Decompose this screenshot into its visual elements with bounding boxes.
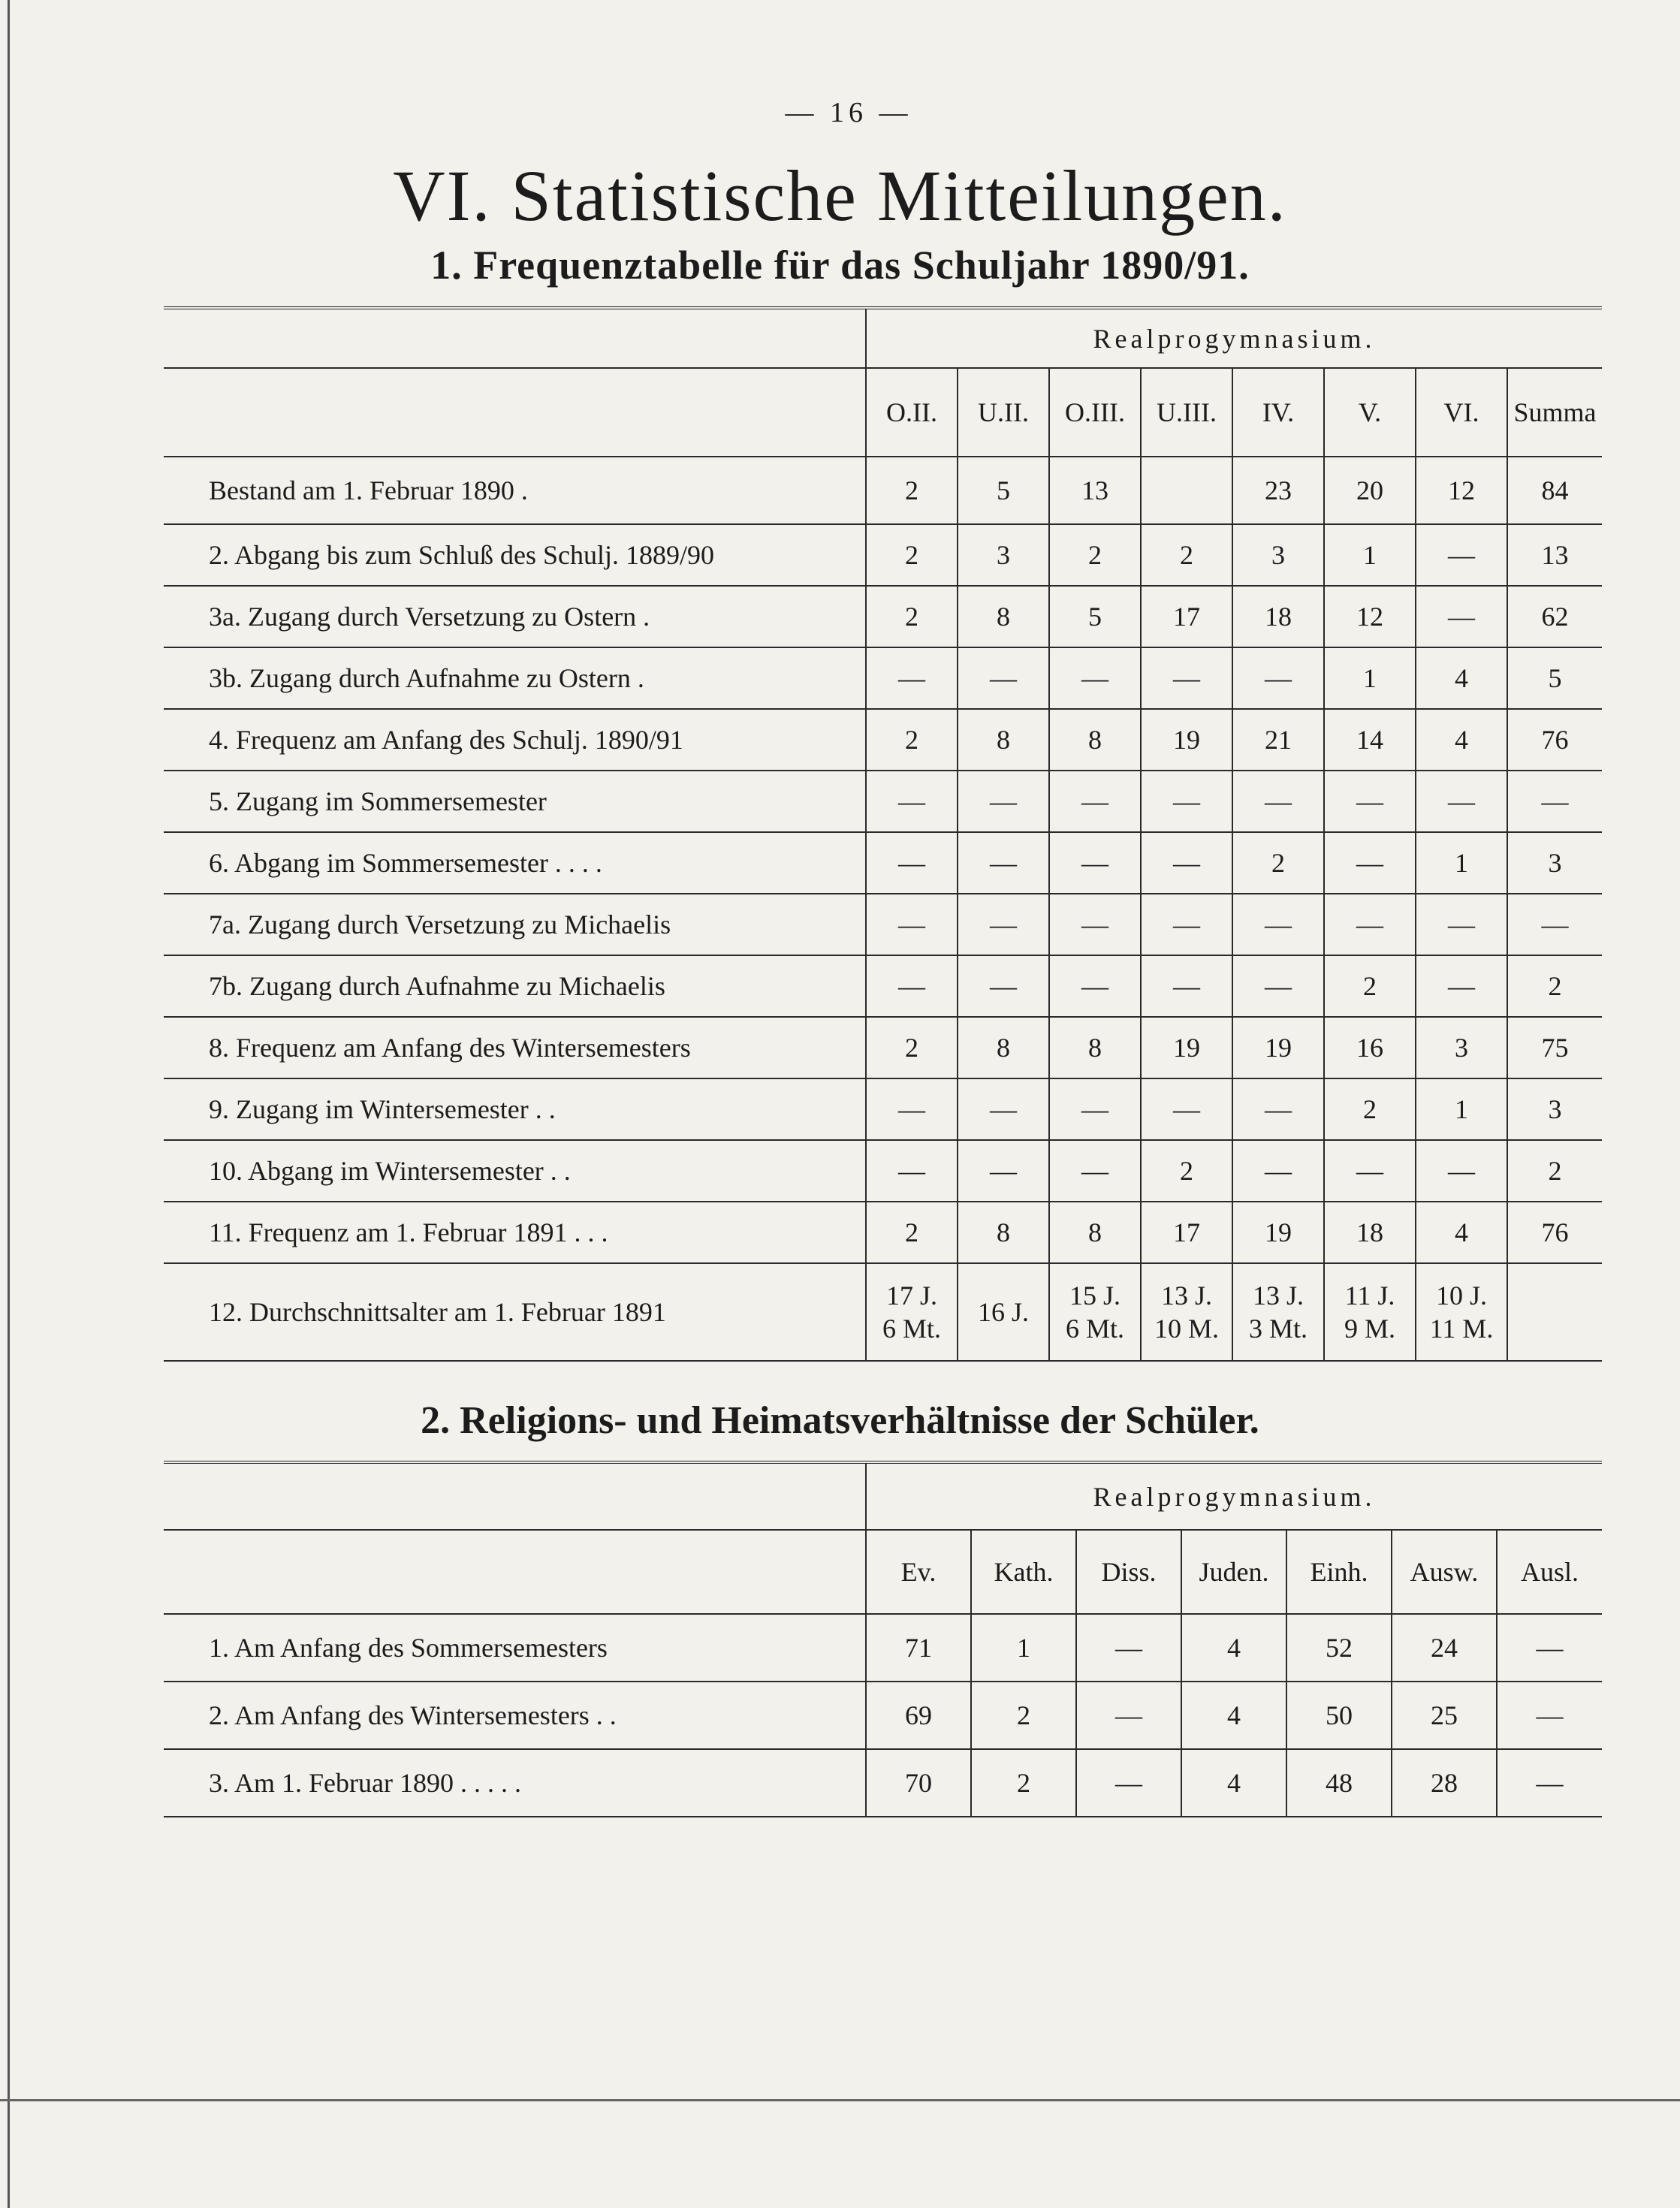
table-cell: — — [866, 1140, 958, 1202]
table-cell: 21 — [1232, 709, 1324, 771]
table-cell: 2 — [866, 709, 958, 771]
table-cell: 8 — [958, 1017, 1049, 1078]
table-cell: 2 — [866, 586, 958, 647]
table-cell: 3 — [1232, 524, 1324, 586]
table-cell: 18 — [1232, 586, 1324, 647]
table-row — [164, 1078, 1602, 1140]
rel-table-body — [164, 1614, 1602, 1817]
table-cell: — — [958, 647, 1049, 709]
table-cell: — — [866, 771, 958, 832]
table-cell: — — [958, 894, 1049, 955]
table-cell: — — [1049, 832, 1141, 894]
section-1-title: 1. Frequenztabelle für das Schuljahr 1890/91. — [430, 243, 1250, 288]
row-label: 10. Abgang im Wintersemester . . — [164, 1140, 866, 1202]
table-cell: — — [1049, 647, 1141, 709]
rel-col-header: Ausw. — [1392, 1530, 1497, 1614]
table-cell: 71 — [866, 1614, 971, 1682]
table-cell: 17 J. 6 Mt. — [866, 1263, 958, 1361]
table-cell: 2 — [1232, 832, 1324, 894]
table-cell: — — [1141, 771, 1232, 832]
table-cell: — — [866, 955, 958, 1017]
table-cell: 70 — [866, 1749, 971, 1817]
table-cell: 1 — [1416, 832, 1507, 894]
table-cell: 2 — [1141, 1140, 1232, 1202]
row-label: 2. Abgang bis zum Schluß des Schulj. 1889/90 — [164, 524, 866, 586]
table-cell: — — [1232, 1078, 1324, 1140]
table-cell: 2 — [1324, 1078, 1416, 1140]
table-cell: 2 — [1049, 524, 1141, 586]
table-cell: 4 — [1416, 709, 1507, 771]
table-cell: 52 — [1286, 1614, 1392, 1682]
row-label: 3. Am 1. Februar 1890 . . . . . — [164, 1749, 866, 1817]
table-cell: — — [1497, 1682, 1602, 1749]
table-cell: — — [1416, 771, 1507, 832]
table-row — [164, 894, 1602, 955]
table-cell: — — [1076, 1749, 1181, 1817]
rel-col-header: Ausl. — [1497, 1530, 1602, 1614]
table-cell: 2 — [1141, 524, 1232, 586]
freq-col-header: O.III. — [1049, 368, 1141, 457]
table-cell: 14 — [1324, 709, 1416, 771]
table-cell: 1 — [1416, 1078, 1507, 1140]
table-cell: — — [1507, 894, 1602, 955]
table-cell: — — [1141, 832, 1232, 894]
table-cell: — — [1076, 1682, 1181, 1749]
freq-col-header: Summa — [1507, 368, 1602, 457]
table-cell: 1 — [1324, 524, 1416, 586]
table-cell: 5 — [1507, 647, 1602, 709]
freq-col-header: U.III. — [1141, 368, 1232, 457]
table-cell: — — [1049, 1140, 1141, 1202]
table-cell: — — [1049, 771, 1141, 832]
table-row — [164, 1263, 1602, 1361]
table-cell: 75 — [1507, 1017, 1602, 1078]
table-cell: — — [1416, 1140, 1507, 1202]
table-cell: 3 — [1507, 1078, 1602, 1140]
table-cell — [1507, 1263, 1602, 1361]
table-cell: 2 — [866, 524, 958, 586]
freq-col-header: VI. — [1416, 368, 1507, 457]
table-cell: 5 — [958, 457, 1049, 524]
table-cell: — — [1324, 832, 1416, 894]
table-cell: 13 — [1049, 457, 1141, 524]
table-cell: 76 — [1507, 709, 1602, 771]
table-cell: 19 — [1141, 1017, 1232, 1078]
freq-col-header: O.II. — [866, 368, 958, 457]
table-cell: — — [1232, 647, 1324, 709]
table-cell: 8 — [1049, 1017, 1141, 1078]
row-label: 8. Frequenz am Anfang des Wintersemesters — [164, 1017, 866, 1078]
table-cell: — — [1232, 894, 1324, 955]
table-cell: 17 — [1141, 586, 1232, 647]
row-label: 9. Zugang im Wintersemester . . — [164, 1078, 866, 1140]
row-label: 12. Durchschnittsalter am 1. Februar 1891 — [164, 1263, 866, 1361]
table-cell: — — [958, 1140, 1049, 1202]
table-row — [164, 524, 1602, 586]
rel-col-header: Einh. — [1286, 1530, 1392, 1614]
table-cell: 4 — [1416, 647, 1507, 709]
rel-col-header: Ev. — [866, 1530, 971, 1614]
table-cell: 3 — [1507, 832, 1602, 894]
freq-header-blank-2 — [164, 368, 866, 457]
table-row — [164, 1202, 1602, 1263]
table-cell: 8 — [958, 709, 1049, 771]
freq-table-body — [164, 457, 1602, 1361]
table-cell: — — [1049, 1078, 1141, 1140]
table-cell: 23 — [1232, 457, 1324, 524]
table-cell: 84 — [1507, 457, 1602, 524]
religion-table — [164, 1461, 1602, 1817]
table-cell: — — [1232, 1140, 1324, 1202]
table-cell: — — [1141, 647, 1232, 709]
rel-col-header: Diss. — [1076, 1530, 1181, 1614]
table-cell: 2 — [1507, 955, 1602, 1017]
table-cell: 24 — [1392, 1614, 1497, 1682]
rel-group-header: Realprogymnasium. — [866, 1462, 1602, 1530]
table-cell: 19 — [1232, 1202, 1324, 1263]
table-cell: — — [958, 771, 1049, 832]
table-cell: 3 — [1416, 1017, 1507, 1078]
row-label: 1. Am Anfang des Sommersemesters — [164, 1614, 866, 1682]
table-row — [164, 1749, 1602, 1817]
rel-header-blank — [164, 1462, 866, 1530]
table-cell: 1 — [1324, 647, 1416, 709]
table-row — [164, 1682, 1602, 1749]
table-cell: 16 — [1324, 1017, 1416, 1078]
table-cell: 4 — [1181, 1682, 1286, 1749]
table-row — [164, 647, 1602, 709]
frequency-table — [164, 306, 1602, 1362]
table-cell: 10 J. 11 M. — [1416, 1263, 1507, 1361]
table-cell: — — [1049, 955, 1141, 1017]
bottom-rule — [0, 2099, 1680, 2101]
table-cell: 8 — [958, 586, 1049, 647]
table-cell: 2 — [866, 1017, 958, 1078]
table-cell: — — [1324, 1140, 1416, 1202]
table-cell: — — [1324, 771, 1416, 832]
table-cell: 12 — [1324, 586, 1416, 647]
rel-header-blank-2 — [164, 1530, 866, 1614]
row-label: 7a. Zugang durch Versetzung zu Michaelis — [164, 894, 866, 955]
table-cell: 2 — [866, 457, 958, 524]
row-label: Bestand am 1. Februar 1890 . — [164, 457, 866, 524]
table-cell: 16 J. — [958, 1263, 1049, 1361]
rel-col-header: Kath. — [971, 1530, 1076, 1614]
table-cell: 62 — [1507, 586, 1602, 647]
table-row — [164, 1614, 1602, 1682]
table-cell: 13 J. 3 Mt. — [1232, 1263, 1324, 1361]
table-row — [164, 955, 1602, 1017]
table-cell: 4 — [1181, 1614, 1286, 1682]
table-cell: 2 — [971, 1682, 1076, 1749]
row-label: 7b. Zugang durch Aufnahme zu Michaelis — [164, 955, 866, 1017]
table-cell: — — [1416, 955, 1507, 1017]
table-cell: 19 — [1232, 1017, 1324, 1078]
table-cell: 19 — [1141, 709, 1232, 771]
table-row — [164, 771, 1602, 832]
table-cell: 3 — [958, 524, 1049, 586]
table-row — [164, 586, 1602, 647]
rel-col-header: Juden. — [1181, 1530, 1286, 1614]
row-label: 3b. Zugang durch Aufnahme zu Ostern . — [164, 647, 866, 709]
row-label: 4. Frequenz am Anfang des Schulj. 1890/91 — [164, 709, 866, 771]
table-cell: 25 — [1392, 1682, 1497, 1749]
table-cell: 48 — [1286, 1749, 1392, 1817]
row-label: 2. Am Anfang des Wintersemesters . . — [164, 1682, 866, 1749]
table-cell: 76 — [1507, 1202, 1602, 1263]
table-cell: 2 — [971, 1749, 1076, 1817]
table-cell: — — [866, 1078, 958, 1140]
table-cell: — — [958, 832, 1049, 894]
table-cell: 13 J. 10 M. — [1141, 1263, 1232, 1361]
table-cell: 8 — [1049, 709, 1141, 771]
table-cell: — — [866, 647, 958, 709]
freq-header-blank — [164, 308, 866, 368]
table-cell: — — [1141, 894, 1232, 955]
table-cell: 15 J. 6 Mt. — [1049, 1263, 1141, 1361]
freq-col-header: V. — [1324, 368, 1416, 457]
section-2-title: 2. Religions- und Heimatsverhältnisse der Schüler. — [421, 1399, 1259, 1442]
page-title: VI. Statistische Mitteilungen. — [393, 155, 1287, 236]
table-row — [164, 457, 1602, 524]
table-cell: 2 — [1507, 1140, 1602, 1202]
table-cell: — — [1416, 894, 1507, 955]
row-label: 11. Frequenz am 1. Februar 1891 . . . — [164, 1202, 866, 1263]
table-cell: 2 — [1324, 955, 1416, 1017]
table-row — [164, 1017, 1602, 1078]
table-cell: — — [1497, 1614, 1602, 1682]
table-cell: — — [1232, 955, 1324, 1017]
table-row — [164, 832, 1602, 894]
table-cell: 50 — [1286, 1682, 1392, 1749]
table-cell: — — [1324, 894, 1416, 955]
table-cell: 8 — [1049, 1202, 1141, 1263]
table-cell: 12 — [1416, 457, 1507, 524]
table-cell: — — [958, 1078, 1049, 1140]
table-cell: 20 — [1324, 457, 1416, 524]
row-label: 3a. Zugang durch Versetzung zu Ostern . — [164, 586, 866, 647]
table-cell: 13 — [1507, 524, 1602, 586]
table-cell: — — [958, 955, 1049, 1017]
table-cell: — — [1416, 524, 1507, 586]
table-cell: — — [1141, 1078, 1232, 1140]
table-cell: — — [1232, 771, 1324, 832]
table-cell: 1 — [971, 1614, 1076, 1682]
table-cell: — — [866, 832, 958, 894]
table-cell: — — [1141, 955, 1232, 1017]
table-cell — [1141, 457, 1232, 524]
table-cell: — — [1049, 894, 1141, 955]
table-cell: 4 — [1181, 1749, 1286, 1817]
table-cell: — — [1507, 771, 1602, 832]
table-cell: — — [866, 894, 958, 955]
table-row — [164, 709, 1602, 771]
table-cell: — — [1497, 1749, 1602, 1817]
table-cell: 8 — [958, 1202, 1049, 1263]
page-number: — 16 — — [785, 97, 912, 128]
table-cell: — — [1076, 1614, 1181, 1682]
table-cell: 69 — [866, 1682, 971, 1749]
table-cell: 4 — [1416, 1202, 1507, 1263]
table-cell: 28 — [1392, 1749, 1497, 1817]
freq-col-header: IV. — [1232, 368, 1324, 457]
table-cell: 17 — [1141, 1202, 1232, 1263]
freq-col-header: U.II. — [958, 368, 1049, 457]
table-cell: 2 — [866, 1202, 958, 1263]
page-spine-line — [8, 0, 10, 2208]
freq-group-header: Realprogymnasium. — [866, 308, 1602, 368]
table-row — [164, 1140, 1602, 1202]
table-cell: 5 — [1049, 586, 1141, 647]
table-cell: — — [1416, 586, 1507, 647]
row-label: 5. Zugang im Sommersemester — [164, 771, 866, 832]
table-cell: 18 — [1324, 1202, 1416, 1263]
row-label: 6. Abgang im Sommersemester . . . . — [164, 832, 866, 894]
table-cell: 11 J. 9 M. — [1324, 1263, 1416, 1361]
